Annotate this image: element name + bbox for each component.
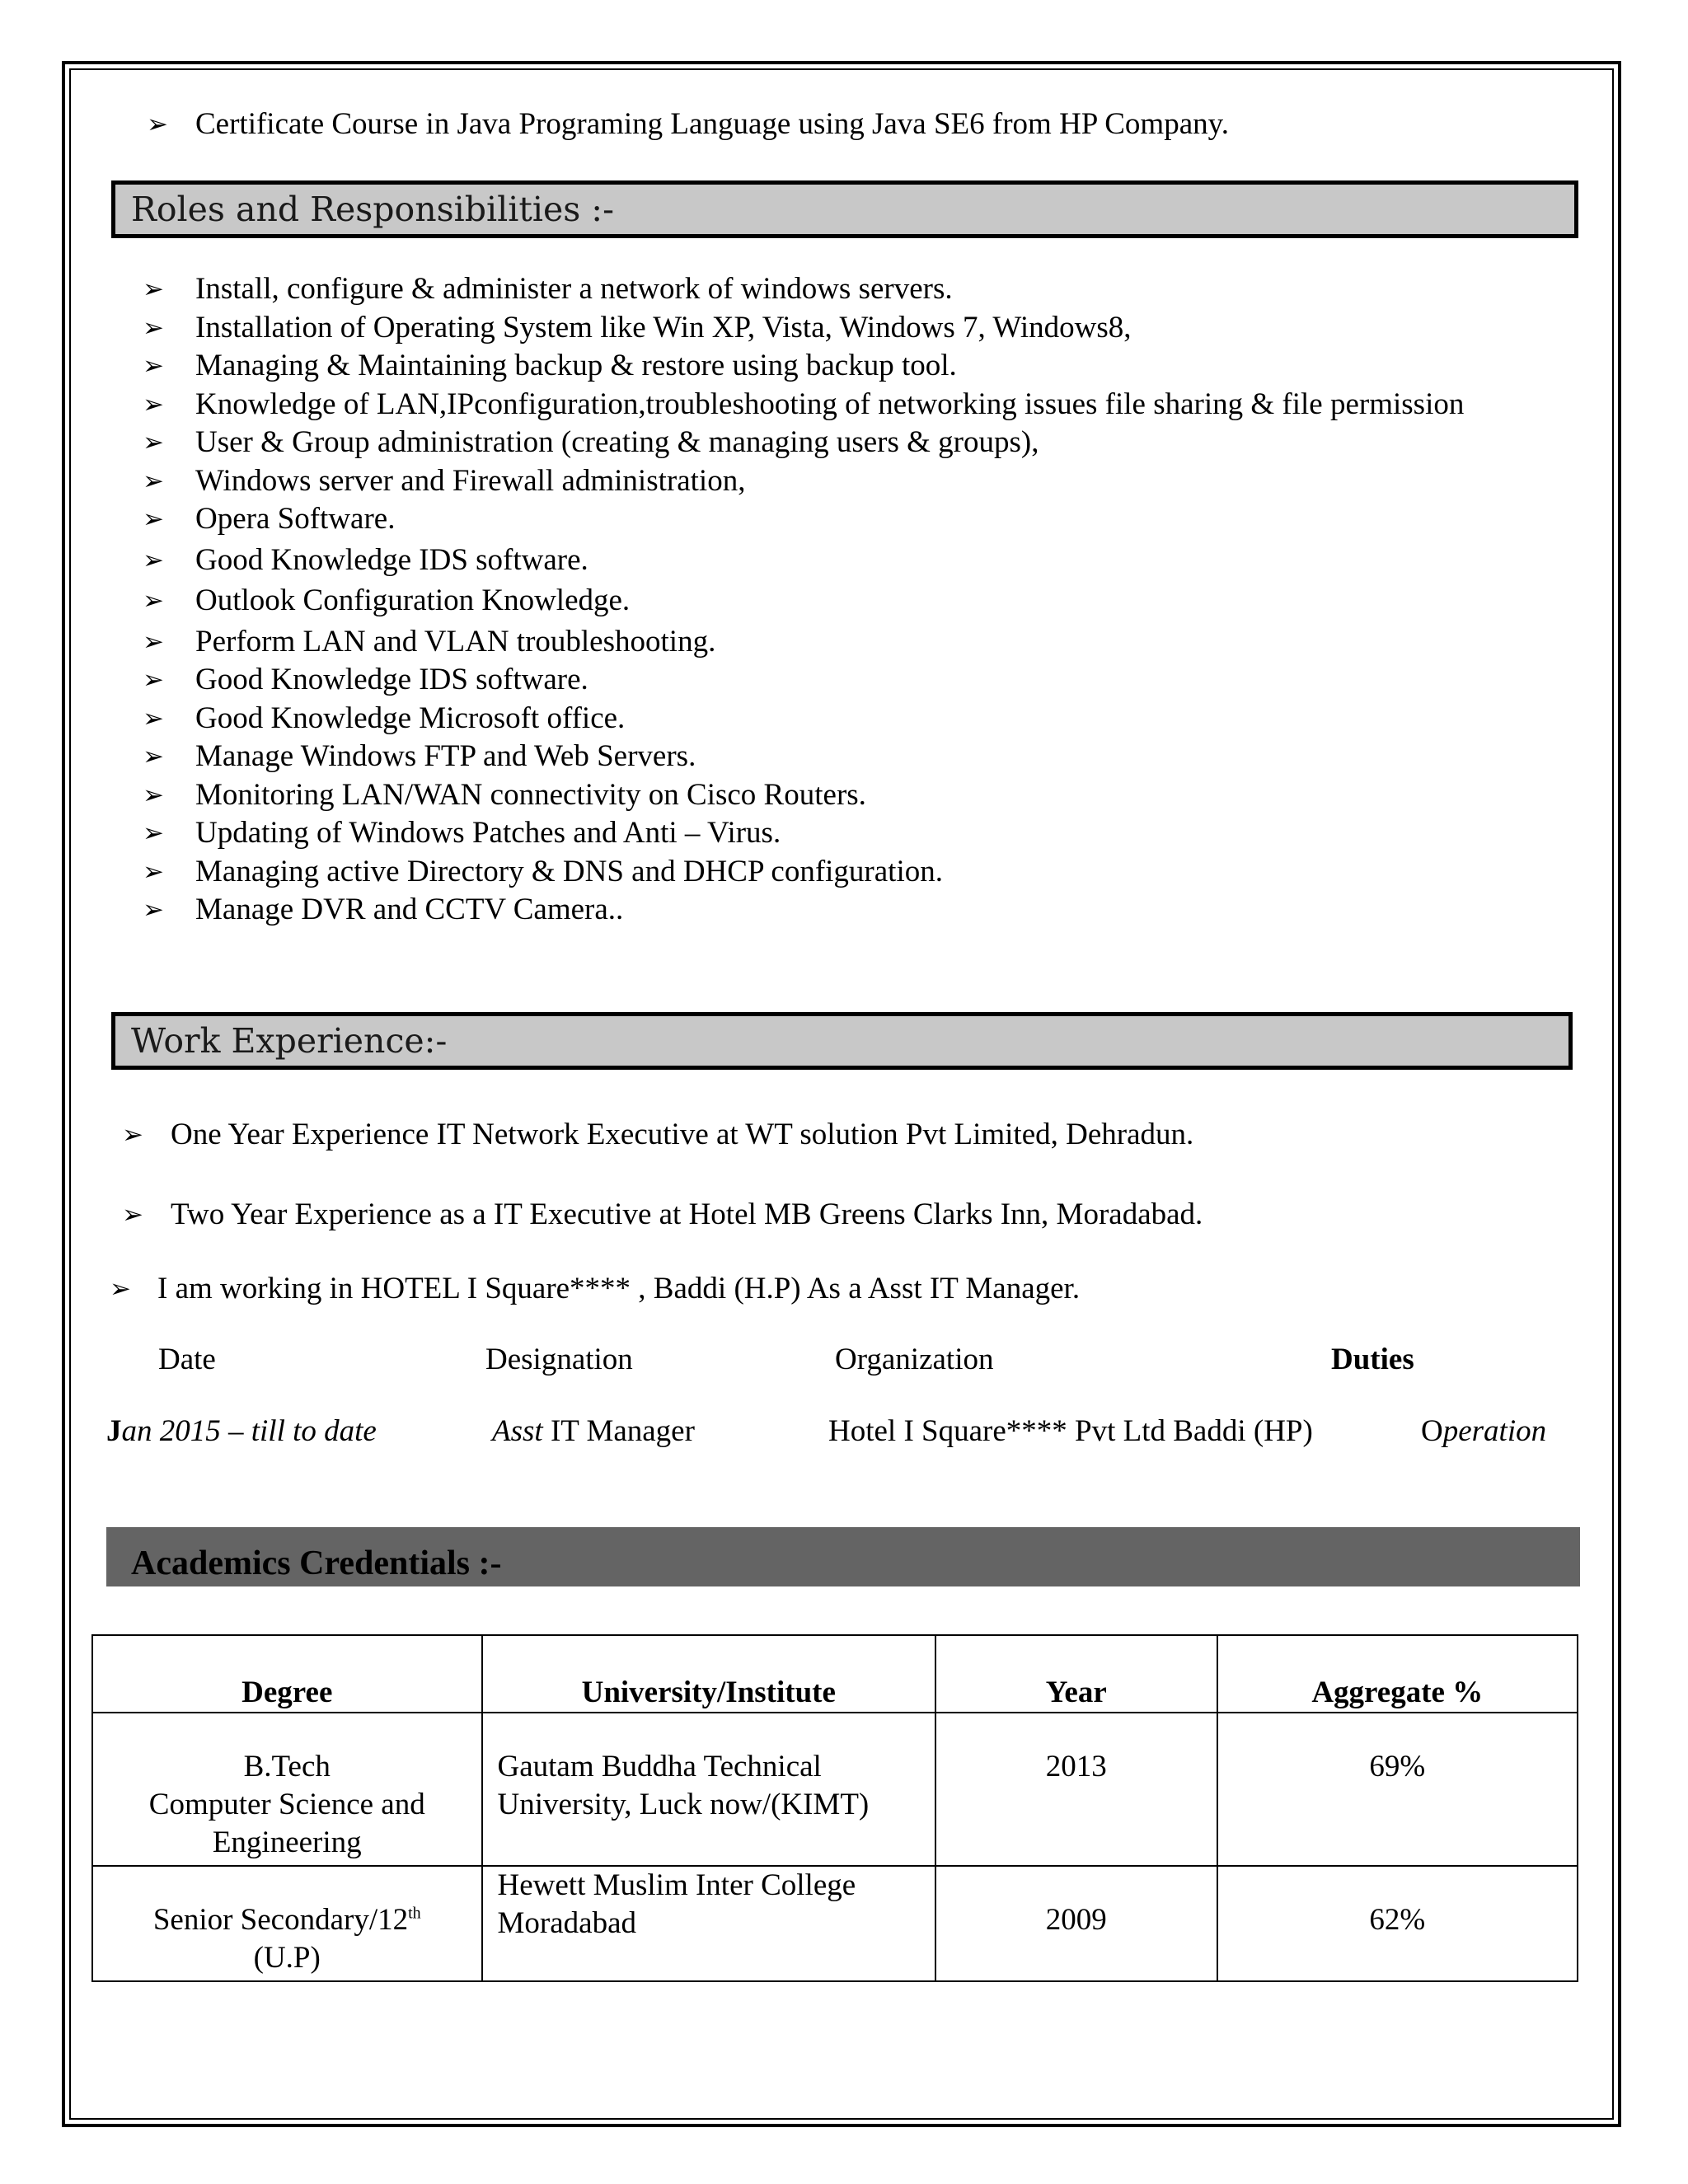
arrow-bullet-icon: ➢ [143,818,164,848]
exp-header-date: Date [158,1343,216,1376]
arrow-bullet-icon: ➢ [143,504,164,534]
list-item: ➢ Knowledge of LAN,IPconfiguration,troubleshooting of networking issues file sharing & file permission [143,386,1568,424]
list-item: ➢ Opera Software. [143,500,1568,539]
table-header-row [92,1635,1578,1713]
year-cell: 2009 [935,1866,1217,1981]
header-aggregate: Aggregate % [1217,1635,1578,1713]
roles-list [143,270,1568,930]
arrow-bullet-icon: ➢ [143,274,164,304]
exp-header-organization: Organization [835,1343,994,1376]
aggregate-cell: 62% [1217,1866,1578,1981]
list-item: ➢ Good Knowledge IDS software. [143,661,1568,700]
list-item: ➢ Monitoring LAN/WAN connectivity on Cisco Routers. [143,776,1568,815]
exp-duties: Operation [1421,1414,1547,1448]
roles-heading: Roles and Responsibilities :- [111,180,1578,238]
list-item: ➢ Windows server and Firewall administration, [143,462,1568,501]
list-item: ➢ Perform LAN and VLAN troubleshooting. [143,623,1568,662]
arrow-bullet-icon: ➢ [122,1120,143,1150]
certificate-text: Certificate Course in Java Programing Language using Java SE6 from HP Company. [195,107,1229,141]
arrow-bullet-icon: ➢ [143,545,164,575]
arrow-bullet-icon: ➢ [143,626,164,657]
work-experience-heading: Work Experience:- [111,1012,1573,1070]
arrow-bullet-icon: ➢ [143,351,164,381]
academics-table [91,1634,1578,1982]
arrow-bullet-icon: ➢ [143,428,164,457]
list-item: ➢ Outlook Configuration Knowledge. [143,582,1568,621]
list-item: ➢ Managing & Maintaining backup & restore using backup tool. [143,347,1568,386]
arrow-bullet-icon: ➢ [122,1200,143,1230]
academics-heading: Academics Credentials :- [106,1527,1580,1586]
list-item: ➢ Manage Windows FTP and Web Servers. [143,738,1568,776]
arrow-bullet-icon: ➢ [143,856,164,887]
arrow-bullet-icon: ➢ [143,665,164,695]
institute-cell: Hewett Muslim Inter College Moradabad [482,1866,936,1981]
arrow-bullet-icon: ➢ [147,110,168,139]
degree-cell: Senior Secondary/12th (U.P) [92,1866,482,1981]
header-degree: Degree [92,1635,482,1713]
arrow-bullet-icon: ➢ [143,742,164,771]
exp-header-duties: Duties [1331,1343,1414,1376]
exp-organization: Hotel I Square**** Pvt Ltd Baddi (HP) [828,1414,1313,1448]
arrow-bullet-icon: ➢ [143,895,164,925]
list-item: ➢ Good Knowledge IDS software. [143,541,1568,580]
arrow-bullet-icon: ➢ [143,586,164,616]
list-item: ➢ Managing active Directory & DNS and DHCP configuration. [143,853,1568,892]
aggregate-cell: 69% [1217,1713,1578,1866]
list-item: ➢ Manage DVR and CCTV Camera.. [143,891,1568,930]
list-item: ➢ Install, configure & administer a network of windows servers. [143,270,1568,309]
arrow-bullet-icon: ➢ [143,389,164,419]
arrow-bullet-icon: ➢ [110,1274,131,1304]
list-item: ➢ Installation of Operating System like Win XP, Vista, Windows 7, Windows8, [143,309,1568,348]
exp-header-designation: Designation [485,1343,633,1376]
exp-designation: Asst IT Manager [492,1414,695,1448]
arrow-bullet-icon: ➢ [143,780,164,810]
arrow-bullet-icon: ➢ [143,703,164,733]
year-cell: 2013 [935,1713,1217,1866]
header-year: Year [935,1635,1217,1713]
exp-date: Jan 2015 – till to date [106,1414,377,1448]
arrow-bullet-icon: ➢ [143,312,164,343]
arrow-bullet-icon: ➢ [143,466,164,496]
table-row [92,1713,1578,1866]
list-item: ➢ Updating of Windows Patches and Anti – Virus. [143,814,1568,853]
header-institute: University/Institute [482,1635,936,1713]
table-row [92,1866,1578,1981]
degree-cell: B.Tech Computer Science and Engineering [92,1713,482,1866]
list-item: ➢ Good Knowledge Microsoft office. [143,700,1568,738]
list-item: ➢ User & Group administration (creating & managing users & groups), [143,424,1568,462]
institute-cell: Gautam Buddha Technical University, Luck now/(KIMT) [482,1713,936,1866]
